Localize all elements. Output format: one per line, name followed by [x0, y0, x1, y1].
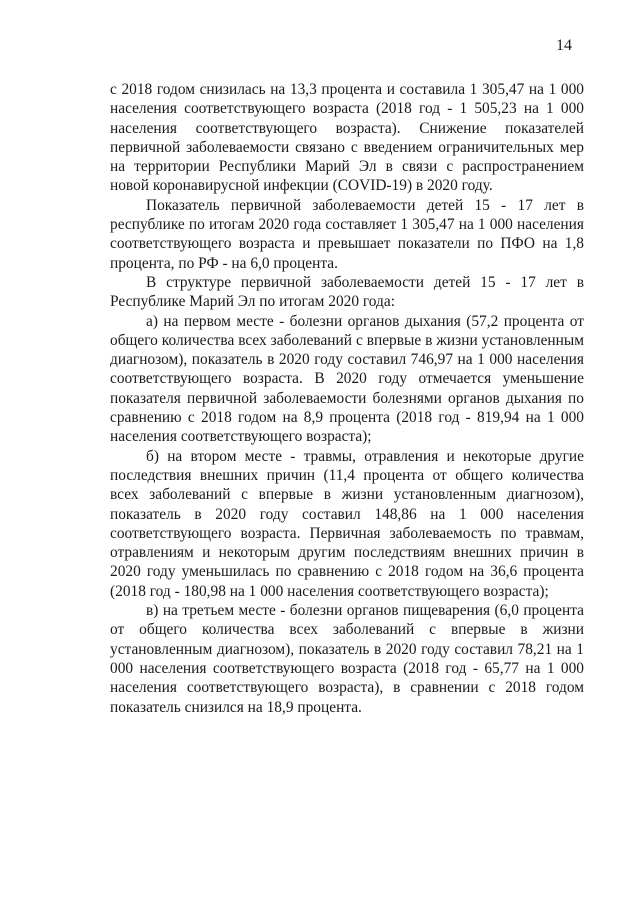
list-item-injuries-poisoning: б) на втором месте - травмы, отравления и некоторые другие последствия внешних причин (11,4 процента от общего количества всех заболеваний с впервые в жизни установленным диагнозом), показатель в 2020 году составил 148,86 на 1 000 населения соответствующего возраста. Первичная заболеваемость по травмам, отравлениям и некоторым другим последствиям внешних причин в 2020 году уменьшилась по сравнению с 2018 годом на 36,6 процента (2018 год - 180,98 на 1 000 населения соответствующего возраста); [110, 447, 584, 600]
list-item-digestive-diseases: в) на третьем месте - болезни органов пищеварения (6,0 процента от общего количества всех заболеваний с впервые в жизни установленным диагнозом), показатель в 2020 году составил 78,21 на 1 000 населения соответствующего возраста (2018 год - 65,77 на 1 000 населения соответствующего возраста), в сравнении с 2018 годом показатель снизился на 18,9 процента. [110, 602, 584, 716]
document-body [110, 80, 584, 717]
paragraph-covid-decline: с 2018 годом снизилась на 13,3 процента и составила 1 305,47 на 1 000 населения соответствующего возраста (2018 год - 1 505,23 на 1 000 населения соответствующего возраста). Снижение показателей первичной заболеваемости связано с введением ограничительных мер на территории Республики Марий Эл в связи с распространением новой коронавирусной инфекции (COVID-19) в 2020 году. [110, 81, 584, 195]
paragraph-primary-morbidity-index: Показатель первичной заболеваемости детей 15 - 17 лет в республике по итогам 2020 года составляет 1 305,47 на 1 000 населения соответствующего возраста и превышает показатели по ПФО на 1,8 процента, по РФ - на 6,0 процента. [110, 196, 584, 272]
paragraph-morbidity-structure: В структуре первичной заболеваемости детей 15 - 17 лет в Республике Марий Эл по итогам 2020 года: [110, 273, 584, 311]
list-item-respiratory-diseases: а) на первом месте - болезни органов дыхания (57,2 процента от общего количества всех заболеваний с впервые в жизни установленным диагнозом), показатель в 2020 году составил 746,97 на 1 000 населения соответствующего возраста. В 2020 году отмечается уменьшение показателя первичной заболеваемости болезнями органов дыхания по сравнению с 2018 годом на 8,9 процента (2018 год - 819,94 на 1 000 населения соответствующего возраста); [110, 312, 584, 446]
page-number: 14 [556, 37, 572, 54]
